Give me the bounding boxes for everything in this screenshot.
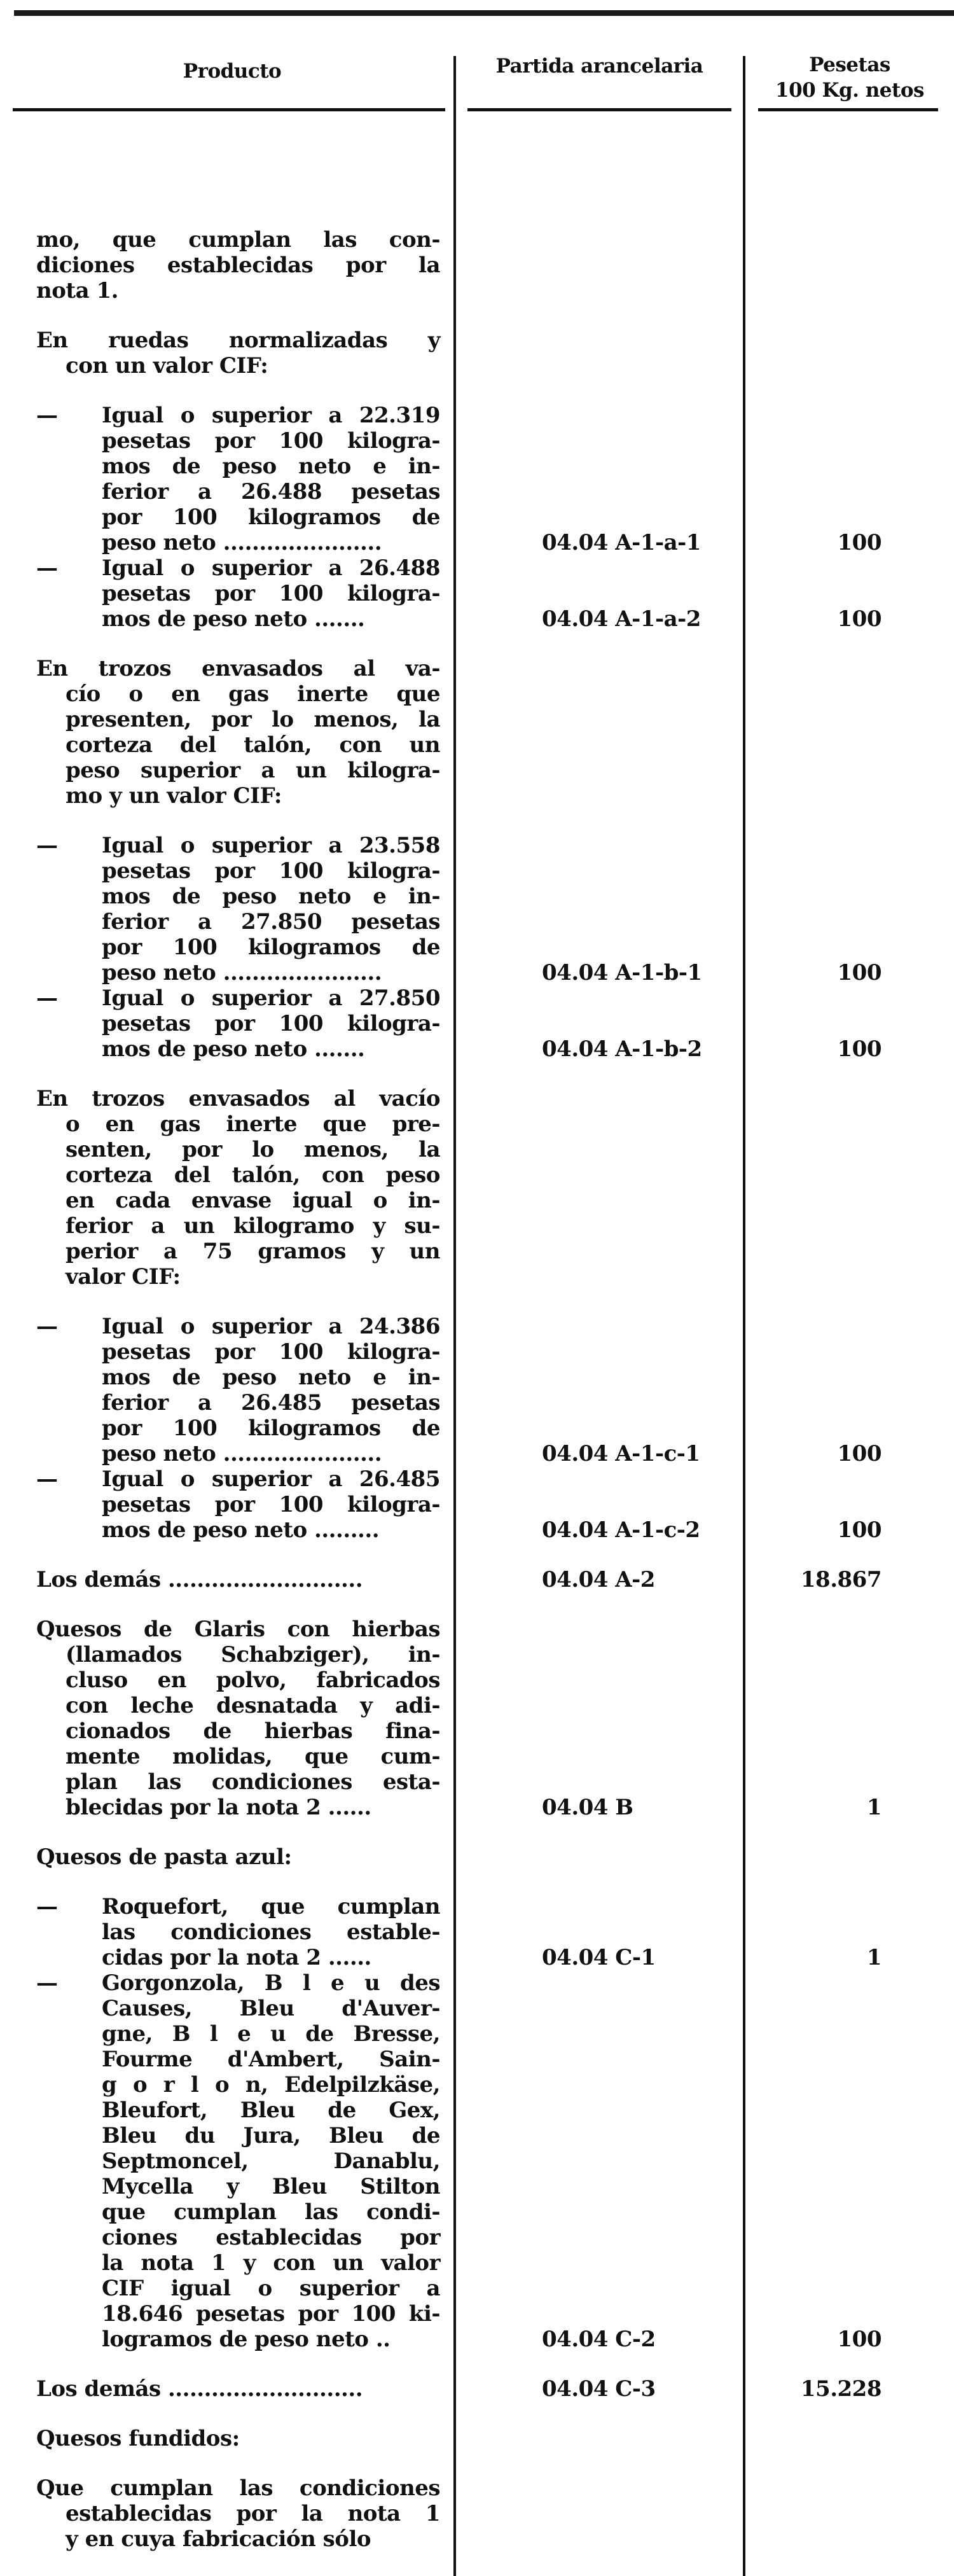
product-description	[0, 328, 440, 379]
table-row	[0, 328, 954, 379]
product-line: cluso en polvo, fabricados	[66, 1667, 440, 1693]
product-line: mente molidas, que cum-	[66, 1744, 440, 1769]
product-description	[0, 1970, 440, 2352]
product-line: senten, por lo menos, la	[66, 1137, 440, 1162]
table-row	[0, 227, 954, 303]
product-description	[0, 403, 440, 555]
header-rule	[13, 108, 445, 111]
product-line: peso neto ......................	[102, 1441, 382, 1466]
product-line: mo y un valor CIF:	[66, 783, 282, 809]
product-line: mos de peso neto e in-	[102, 1365, 440, 1390]
product-line: Bleu du Jura, Bleu de	[102, 2123, 440, 2148]
product-line: pesetas por 100 kilogra-	[102, 1339, 440, 1365]
product-line: peso neto ......................	[102, 530, 382, 555]
table-row	[0, 1894, 954, 1970]
table-row	[0, 403, 954, 555]
product-line: pesetas por 100 kilogra-	[102, 1011, 440, 1036]
product-description	[0, 2475, 440, 2552]
product-line: Quesos de pasta azul:	[36, 1844, 292, 1870]
product-line: cidas por la nota 2 ......	[102, 1945, 371, 1970]
product-line: presenten, por lo menos, la	[66, 707, 440, 732]
product-description	[0, 656, 440, 809]
header-price-line1: Pesetas	[809, 53, 890, 76]
product-line: — Igual o superior a 26.488	[36, 555, 440, 581]
product-line: Quesos fundidos:	[36, 2426, 240, 2451]
product-line: por 100 kilogramos de	[102, 935, 440, 960]
price-value: 100	[837, 530, 881, 555]
product-line: cío o en gas inerte que	[66, 681, 440, 707]
header-product: Producto	[183, 60, 282, 83]
product-line: 18.646 pesetas por 100 ki-	[102, 2301, 440, 2327]
price-value: 100	[837, 2327, 881, 2352]
product-line: pesetas por 100 kilogra-	[102, 428, 440, 454]
table-row	[0, 833, 954, 985]
product-line: — Gorgonzola, B l e u des	[36, 1970, 440, 1996]
product-line: que cumplan las condi-	[102, 2199, 440, 2225]
product-line: Quesos de Glaris con hierbas	[36, 1617, 440, 1642]
table-row	[0, 1314, 954, 1466]
product-line: diciones establecidas por la	[36, 253, 440, 278]
table-row	[0, 1617, 954, 1820]
table-row	[0, 2426, 954, 2451]
product-line: — Roquefort, que cumplan	[36, 1894, 440, 1919]
product-line: o en gas inerte que pre-	[66, 1111, 440, 1137]
product-line: CIF igual o superior a	[102, 2276, 440, 2301]
table-row	[0, 1844, 954, 1870]
product-description	[0, 555, 440, 632]
product-line: por 100 kilogramos de	[102, 1416, 440, 1441]
product-line: pesetas por 100 kilogra-	[102, 1492, 440, 1517]
product-line: por 100 kilogramos de	[102, 505, 440, 530]
product-line: cionados de hierbas fina-	[66, 1718, 440, 1744]
tariff-code: 04.04 B	[542, 1795, 633, 1820]
table-row	[0, 985, 954, 1062]
product-line: peso neto ......................	[102, 960, 382, 985]
product-line: nota 1.	[36, 278, 118, 303]
product-line: Los demás ...........................	[36, 2376, 363, 2402]
product-line: blecidas por la nota 2 ......	[66, 1795, 371, 1820]
product-line: mos de peso neto .........	[102, 1517, 380, 1543]
product-line: la nota 1 y con un valor	[102, 2250, 440, 2276]
table-row	[0, 1567, 954, 1592]
tariff-code: 04.04 A-1-a-1	[542, 530, 701, 555]
tariff-code: 04.04 A-1-b-2	[542, 1036, 702, 1062]
product-line: En trozos envasados al va-	[36, 656, 440, 681]
product-line: En ruedas normalizadas y	[36, 328, 440, 353]
product-line: corteza del talón, con peso	[66, 1162, 440, 1188]
price-value: 1	[866, 1795, 881, 1820]
product-line: ferior a 26.485 pesetas	[102, 1390, 440, 1416]
product-line: Bleufort, Bleu de Gex,	[102, 2098, 440, 2123]
table-row	[0, 2376, 954, 2402]
product-line: Fourme d'Ambert, Sain-	[102, 2047, 440, 2072]
product-line: — Igual o superior a 26.485	[36, 1466, 440, 1492]
tariff-code: 04.04 C-2	[542, 2327, 656, 2352]
product-line: Septmoncel, Danablu,	[102, 2148, 440, 2174]
product-line: plan las condiciones esta-	[66, 1769, 440, 1795]
product-line: las condiciones estable-	[102, 1919, 440, 1945]
product-line: ciones establecidas por	[102, 2225, 440, 2250]
header-price-line2: 100 Kg. netos	[775, 79, 924, 102]
header-price	[745, 52, 954, 103]
product-line: con leche desnatada y adi-	[66, 1693, 440, 1718]
product-line: Causes, Bleu d'Auver-	[102, 1996, 440, 2021]
price-value: 15.228	[800, 2376, 881, 2402]
tariff-code: 04.04 C-3	[542, 2376, 656, 2402]
tariff-code: 04.04 A-1-c-1	[542, 1441, 700, 1466]
product-description	[0, 2426, 440, 2451]
product-line: pesetas por 100 kilogra-	[102, 858, 440, 884]
price-value: 100	[837, 1517, 881, 1543]
product-description	[0, 985, 440, 1062]
product-line: mos de peso neto .......	[102, 606, 365, 632]
top-rule	[14, 10, 954, 16]
tariff-code: 04.04 A-1-b-1	[542, 960, 702, 985]
product-line: perior a 75 gramos y un	[66, 1239, 440, 1264]
product-line: mos de peso neto e in-	[102, 454, 440, 479]
product-line: mos de peso neto .......	[102, 1036, 365, 1062]
product-line: pesetas por 100 kilogra-	[102, 581, 440, 606]
product-line: — Igual o superior a 27.850	[36, 985, 440, 1011]
product-line: mos de peso neto e in-	[102, 884, 440, 909]
product-description	[0, 1617, 440, 1820]
product-description	[0, 227, 440, 303]
product-description	[0, 1844, 440, 1870]
product-line: — Igual o superior a 24.386	[36, 1314, 440, 1339]
product-line: con un valor CIF:	[66, 353, 268, 379]
product-line: logramos de peso neto ..	[102, 2327, 391, 2352]
table-row	[0, 1466, 954, 1543]
product-description	[0, 1466, 440, 1543]
price-value: 100	[837, 1441, 881, 1466]
price-value: 1	[866, 1945, 881, 1970]
product-line: establecidas por la nota 1	[66, 2501, 440, 2526]
price-value: 100	[837, 960, 881, 985]
product-description	[0, 1086, 440, 1290]
product-line: — Igual o superior a 22.319	[36, 403, 440, 428]
product-line: y en cuya fabricación sólo	[66, 2526, 371, 2552]
product-line: corteza del talón, con un	[66, 732, 440, 758]
product-line: (llamados Schabziger), in-	[66, 1642, 440, 1667]
product-line: mo, que cumplan las con-	[36, 227, 440, 253]
table-row	[0, 1970, 954, 2352]
product-line: peso superior a un kilogra-	[66, 758, 440, 783]
table-row	[0, 2475, 954, 2552]
price-value: 100	[837, 606, 881, 632]
product-line: valor CIF:	[66, 1264, 181, 1290]
table-row	[0, 1086, 954, 1290]
header-rule	[758, 108, 938, 111]
product-line: g o r l o n, Edelpilzkäse,	[102, 2072, 440, 2098]
product-description	[0, 1567, 440, 1592]
price-value: 18.867	[800, 1567, 881, 1592]
tariff-table-body	[0, 227, 954, 2552]
product-description	[0, 2376, 440, 2402]
table-row	[0, 555, 954, 632]
header-tariff: Partida arancelaria	[495, 55, 703, 78]
product-description	[0, 833, 440, 985]
product-line: Los demás ...........................	[36, 1567, 363, 1592]
tariff-code: 04.04 A-1-c-2	[542, 1517, 700, 1543]
product-line: gne, B l e u de Bresse,	[102, 2021, 440, 2047]
product-line: ferior a 27.850 pesetas	[102, 909, 440, 935]
tariff-code: 04.04 A-1-a-2	[542, 606, 701, 632]
tariff-code: 04.04 C-1	[542, 1945, 656, 1970]
product-description	[0, 1894, 440, 1970]
product-line: Mycella y Bleu Stilton	[102, 2174, 440, 2199]
product-line: — Igual o superior a 23.558	[36, 833, 440, 858]
header-rule	[467, 108, 731, 111]
product-description	[0, 1314, 440, 1466]
tariff-code: 04.04 A-2	[542, 1567, 655, 1592]
product-line: En trozos envasados al vacío	[36, 1086, 440, 1111]
product-line: en cada envase igual o in-	[66, 1188, 440, 1213]
table-row	[0, 656, 954, 809]
price-value: 100	[837, 1036, 881, 1062]
product-line: ferior a un kilogramo y su-	[66, 1213, 440, 1239]
product-line: Que cumplan las condiciones	[36, 2475, 440, 2501]
product-line: ferior a 26.488 pesetas	[102, 479, 440, 505]
